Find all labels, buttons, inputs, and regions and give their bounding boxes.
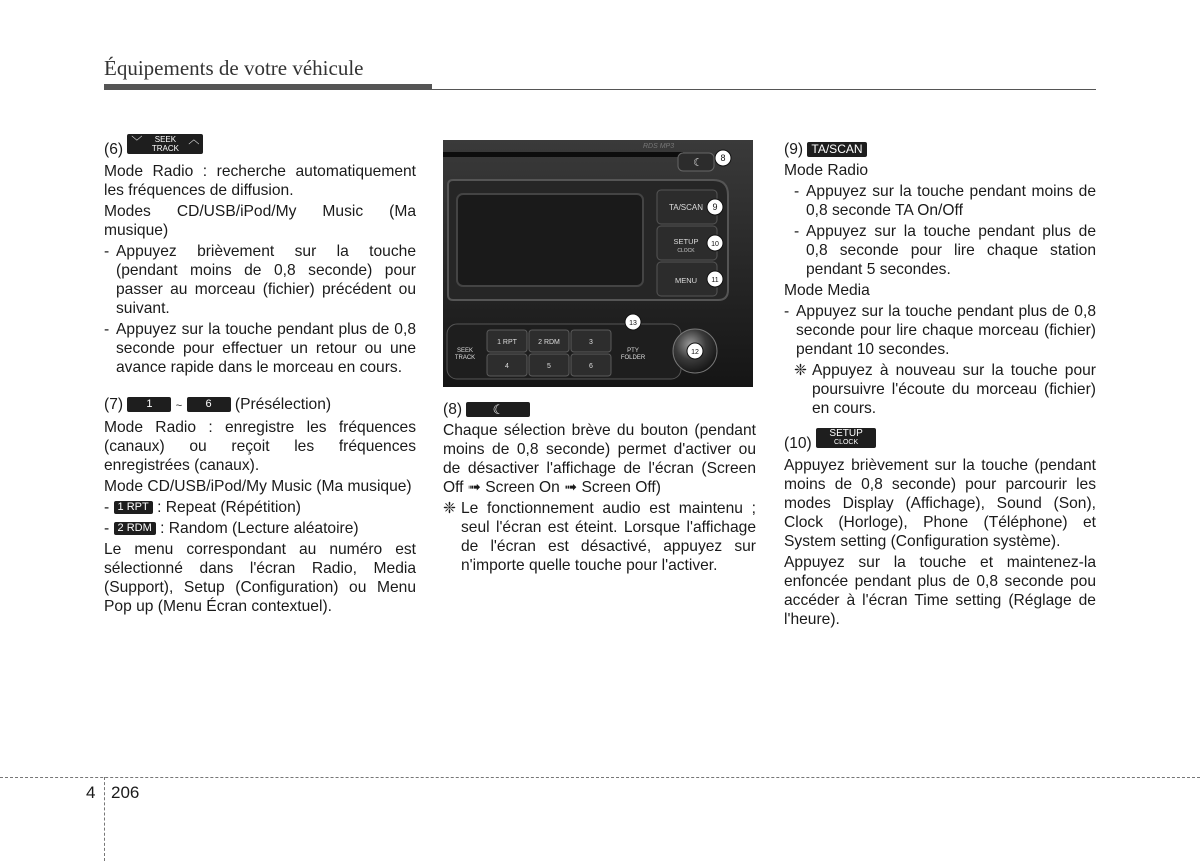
page-number: 206 [111,783,140,802]
section-7-menu-text: Le menu correspondant au numéro est sélectionné dans l'écran Radio, Media (Support), Setup (Configuration) ou Menu Pop up (Menu Écran contextuel). [104,541,416,615]
range-tilde: ~ [175,400,183,412]
footer-rule [0,777,1200,778]
section-6-number: (6) [104,141,124,159]
callout-12-label: 12 [691,349,699,356]
preset-6-button-label: 6 [589,363,593,370]
moon-icon: ☾ [693,156,703,169]
ta-scan-button-label: TA/SCAN [668,203,704,212]
section-6-radio-text: Mode Radio : recherche automatiquement les fréquences de diffusion. [104,163,416,199]
preset-3-button-label: 3 [589,339,593,346]
section-7-label: (Présélection) [234,396,332,413]
moon-icon: ☾ [492,402,505,418]
footer-divider [104,777,105,861]
clock-button-label: CLOCK [677,248,695,254]
preset-1-button-label: 1 RPT [497,339,517,346]
seek-button-label: SEEK [456,348,474,354]
section-6-bullet-2: - Appuyez sur la touche pendant plus de 0,8 seconde pour effectuer un retour ou une avance rapide dans le morceau en cours. [104,320,416,377]
section-6-heading [104,134,416,160]
page-header-title: Équipements de votre véhicule [104,56,364,80]
section-9-media-mode: Mode Media [784,282,870,299]
preset-2-button-label: 2 RDM [538,339,560,346]
track-button-label: TRACK [454,355,476,361]
section-10-heading [784,428,1096,454]
radio-unit-drawing [443,140,753,387]
column-middle [443,400,756,577]
chevron-down-icon: ﹀ [131,136,143,148]
menu-button-label: MENU [674,276,698,285]
callout-13-label: 13 [629,320,637,327]
column-left [104,134,416,618]
section-9-heading [784,140,1096,159]
section-6-modes-text: Modes CD/USB/iPod/My Music (Ma musique) [104,203,416,239]
section-7-repeat-line: - 1 RPT : Repeat (Répétition) [104,499,301,516]
section-9-number: (9) [784,141,804,158]
chapter-number: 4 [86,783,96,802]
section-8-text: Chaque sélection brève du bouton (pendant moins de 0,8 seconde) permet d'activer ou de désactiver l'affichage de l'écran (Screen Off ➟ Screen On ➟ Screen Off) [443,422,756,496]
track-label: TRACK [151,144,179,153]
setup-label: SETUP [829,428,863,439]
preset-5-button-label: 5 [547,363,551,370]
section-10-number: (10) [784,435,812,453]
section-8-heading [443,400,756,419]
chevron-up-icon: ︿ [188,134,200,146]
random-text: : Random (Lecture aléatoire) [160,520,359,537]
clock-label: CLOCK [834,439,859,446]
section-10-text-2: Appuyez sur la touche et maintenez-la enfoncée pendant plus de 0,8 seconde pou accéder à l'écran Time setting (Réglage de l'heure). [784,554,1096,628]
seek-track-key [127,134,203,154]
radio-unit-illustration [443,140,753,387]
setup-button-label: SETUP [673,237,699,246]
section-6-bullet-1: - Appuyez brièvement sur la touche (pendant moins de 0,8 seconde) pour passer au morceau (fichier) précédent ou suivant. [104,242,416,318]
section-7-random-line: - 2 RDM : Random (Lecture aléatoire) [104,520,359,537]
callout-11-label: 11 [711,277,719,284]
callout-8-label: 8 [720,153,726,163]
radio-display-screen [457,194,643,286]
folder-button-label: FOLDER [620,355,646,361]
setup-clock-key [816,428,876,448]
section-7-modes-text: Mode CD/USB/iPod/My Music (Ma musique) [104,478,412,495]
section-7-radio-text: Mode Radio : enregistre les fréquences (canaux) ou reçoit les fréquences enregistrées (canaux). [104,419,416,474]
section-7-heading [104,395,416,416]
callout-10-label: 10 [711,241,719,248]
section-7-number: (7) [104,396,124,413]
section-9-bullet-1: - Appuyez sur la touche pendant moins de 0,8 seconde TA On/Off [794,182,1096,220]
header-rule [104,89,1096,90]
repeat-text: : Repeat (Répétition) [157,499,301,516]
seek-label: SEEK [154,135,177,144]
radio-brand-text: RDS MP3 [643,143,675,150]
section-9-bullet-3: - Appuyez sur la touche pendant plus de 0,8 seconde pour lire chaque morceau (fichier) pendant 10 secondes. [784,302,1096,359]
section-8-note: ❈ Le fonctionnement audio est maintenu ; seul l'écran est éteint. Lorsque l'affichage de l'écran est désactivé, appuyez sur n'importe quelle touche pour l'activer. [443,499,756,575]
preset-6-key: 6 [187,397,231,412]
repeat-key: 1 RPT [114,501,153,514]
section-9-bullet-2: - Appuyez sur la touche pendant plus de 0,8 seconde pour lire chaque station pendant 5 secondes. [794,222,1096,279]
section-9-note: ❈ Appuyez à nouveau sur la touche pour poursuivre l'écoute du morceau (fichier) en cours. [794,361,1096,418]
section-9-radio-mode: Mode Radio [784,162,869,179]
pty-button-label: PTY [627,348,639,354]
ta-scan-key: TA/SCAN [807,142,866,157]
preset-1-key: 1 [127,397,171,412]
callout-9-label: 9 [712,202,718,212]
section-8-number: (8) [443,401,463,418]
random-key: 2 RDM [114,522,156,535]
column-right [784,140,1096,631]
screen-key [466,402,530,417]
preset-4-button-label: 4 [505,363,509,370]
section-10-text-1: Appuyez brièvement sur la touche (pendant moins de 0,8 seconde) pour parcourir les modes Display (Affichage), Sound (Son), Clock (Horloge), Phone (Téléphone) et System setting (Configuration système). [784,457,1096,550]
